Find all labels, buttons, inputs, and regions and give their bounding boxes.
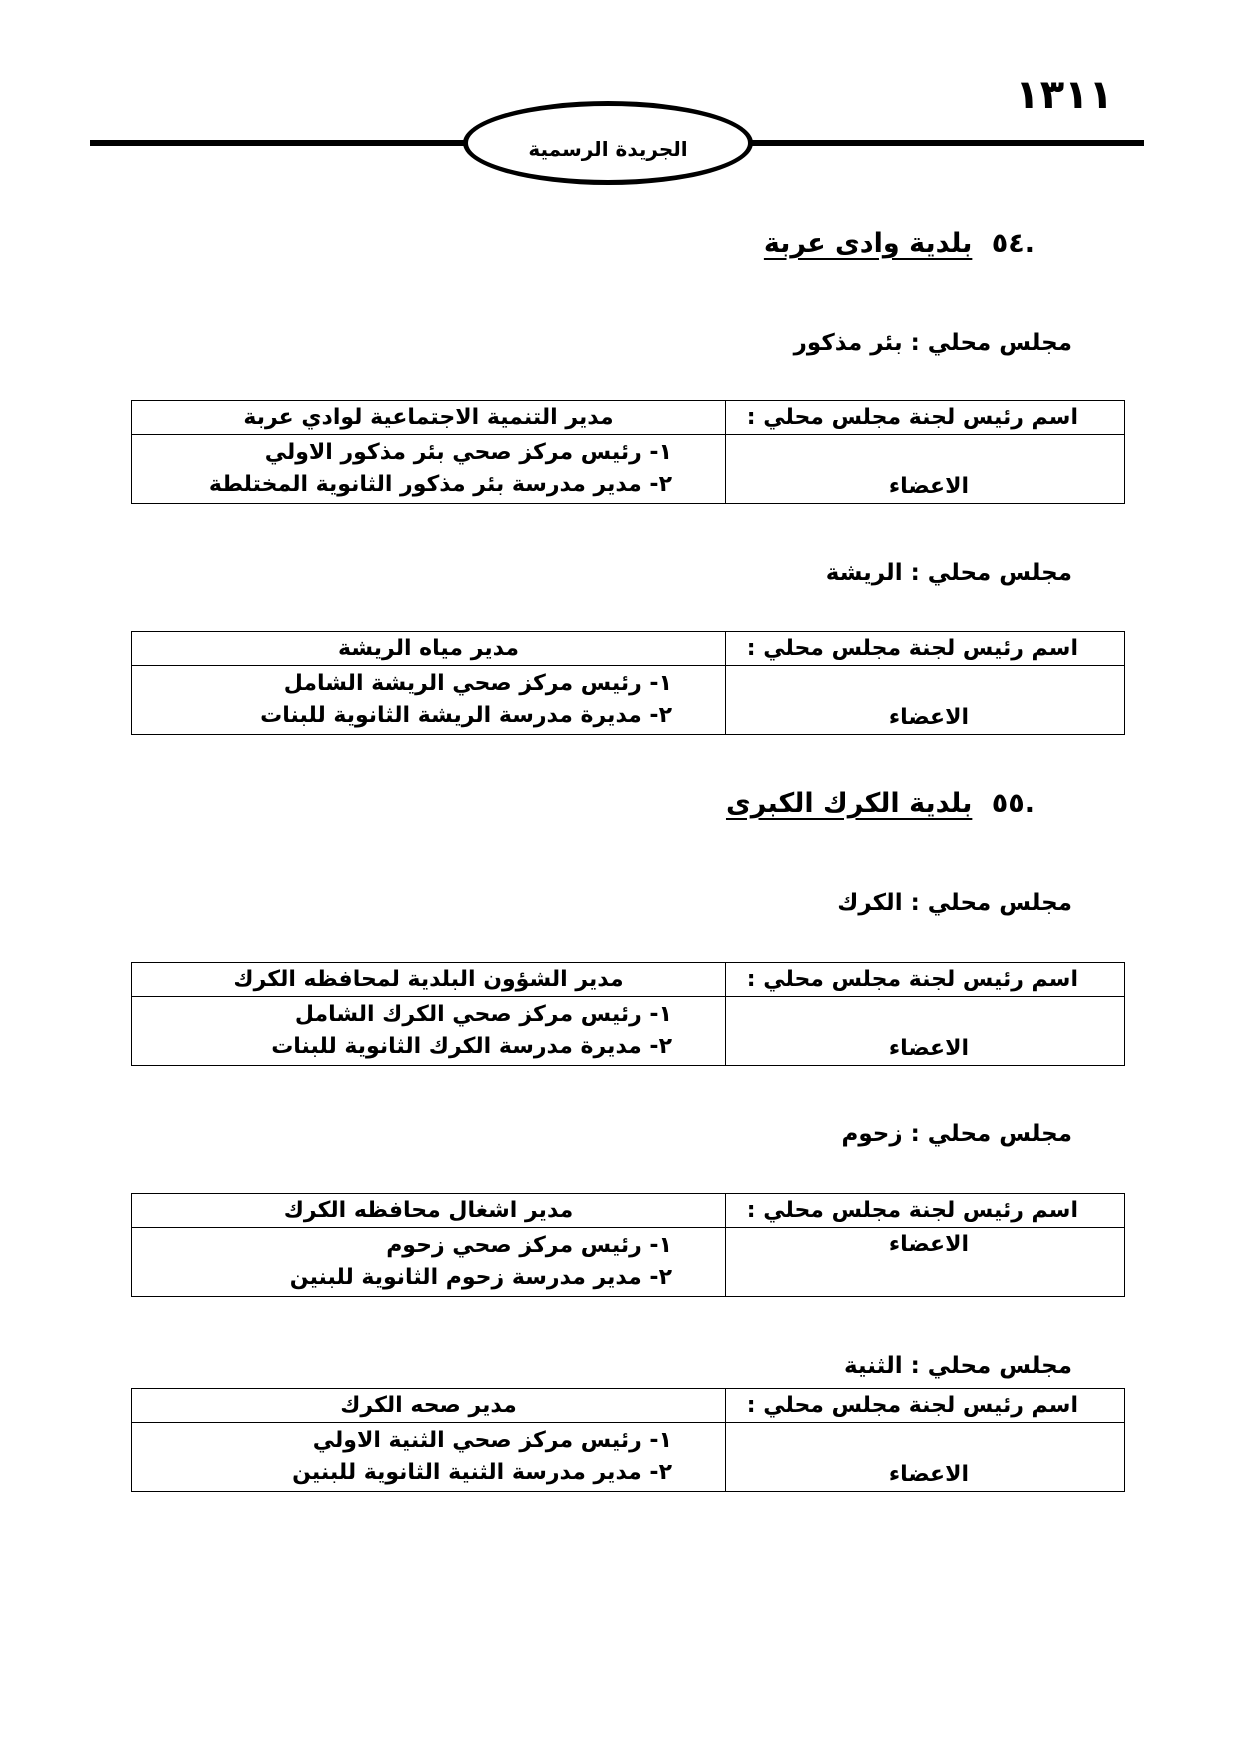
council-table: [131, 631, 1125, 735]
council-table: [131, 1193, 1125, 1297]
members-label: الاعضاء: [888, 1462, 969, 1487]
member-item: ١- رئيس مركز صحي الريشة الشامل: [283, 671, 672, 696]
gazette-title: الجريدة الرسمية: [528, 137, 688, 161]
council-title: مجلس محلي : الثنية: [843, 1353, 1072, 1379]
members-label: الاعضاء: [888, 705, 969, 730]
member-item: ٢- مديرة مدرسة الكرك الثانوية للبنات: [271, 1034, 672, 1059]
head-label: اسم رئيس لجنة مجلس محلي :: [746, 636, 1078, 661]
head-label: اسم رئيس لجنة مجلس محلي :: [746, 1393, 1078, 1418]
municipality-number: .٥٤: [991, 228, 1035, 259]
council-title: مجلس محلي : الكرك: [837, 890, 1072, 916]
gazette-title-oval: [463, 101, 753, 185]
council-table: [131, 1388, 1125, 1492]
municipality-heading: [764, 228, 1035, 259]
head-value: مدير التنمية الاجتماعية لوادي عربة: [243, 405, 614, 430]
page-number: ١٣١١: [1015, 72, 1113, 118]
council-title: مجلس محلي : زحوم: [841, 1121, 1072, 1147]
council-table: [131, 962, 1125, 1066]
head-value: مدير صحه الكرك: [340, 1393, 517, 1418]
header-rule-right: [748, 140, 1144, 146]
member-item: ٢- مدير مدرسة بئر مذكور الثانوية المختلطة: [208, 472, 672, 497]
head-value: مدير الشؤون البلدية لمحافظه الكرك: [233, 967, 624, 992]
member-item: ١- رئيس مركز صحي زحوم: [386, 1233, 672, 1258]
head-value: مدير مياه الريشة: [338, 636, 519, 661]
members-label: الاعضاء: [888, 1232, 969, 1257]
municipality-number: .٥٥: [991, 788, 1035, 819]
members-list: [132, 435, 725, 501]
members-label: الاعضاء: [888, 474, 969, 499]
header-rule-left: [90, 140, 468, 146]
members-list: [132, 666, 725, 732]
head-value: مدير اشغال محافظه الكرك: [283, 1198, 574, 1223]
members-list: [132, 997, 725, 1063]
members-list: [132, 1423, 725, 1489]
head-label: اسم رئيس لجنة مجلس محلي :: [746, 1198, 1078, 1223]
head-label: اسم رئيس لجنة مجلس محلي :: [746, 405, 1078, 430]
member-item: ١- رئيس مركز صحي بئر مذكور الاولي: [264, 440, 672, 465]
member-item: ٢- مدير مدرسة الثنية الثانوية للبنين: [292, 1460, 672, 1485]
council-table: [131, 400, 1125, 504]
council-title: مجلس محلي : بئر مذكور: [793, 330, 1072, 356]
members-label: الاعضاء: [888, 1036, 969, 1061]
member-item: ٢- مدير مدرسة زحوم الثانوية للبنين: [289, 1265, 672, 1290]
member-item: ٢- مديرة مدرسة الريشة الثانوية للبنات: [260, 703, 672, 728]
municipality-name: بلدية الكرك الكبرى: [725, 788, 973, 819]
council-title: مجلس محلي : الريشة: [825, 560, 1072, 586]
member-item: ١- رئيس مركز صحي الكرك الشامل: [294, 1002, 672, 1027]
municipality-name: بلدية وادى عربة: [763, 228, 973, 259]
members-list: [132, 1228, 725, 1294]
head-label: اسم رئيس لجنة مجلس محلي :: [746, 967, 1078, 992]
member-item: ١- رئيس مركز صحي الثنية الاولي: [312, 1428, 672, 1453]
municipality-heading: [726, 788, 1035, 819]
